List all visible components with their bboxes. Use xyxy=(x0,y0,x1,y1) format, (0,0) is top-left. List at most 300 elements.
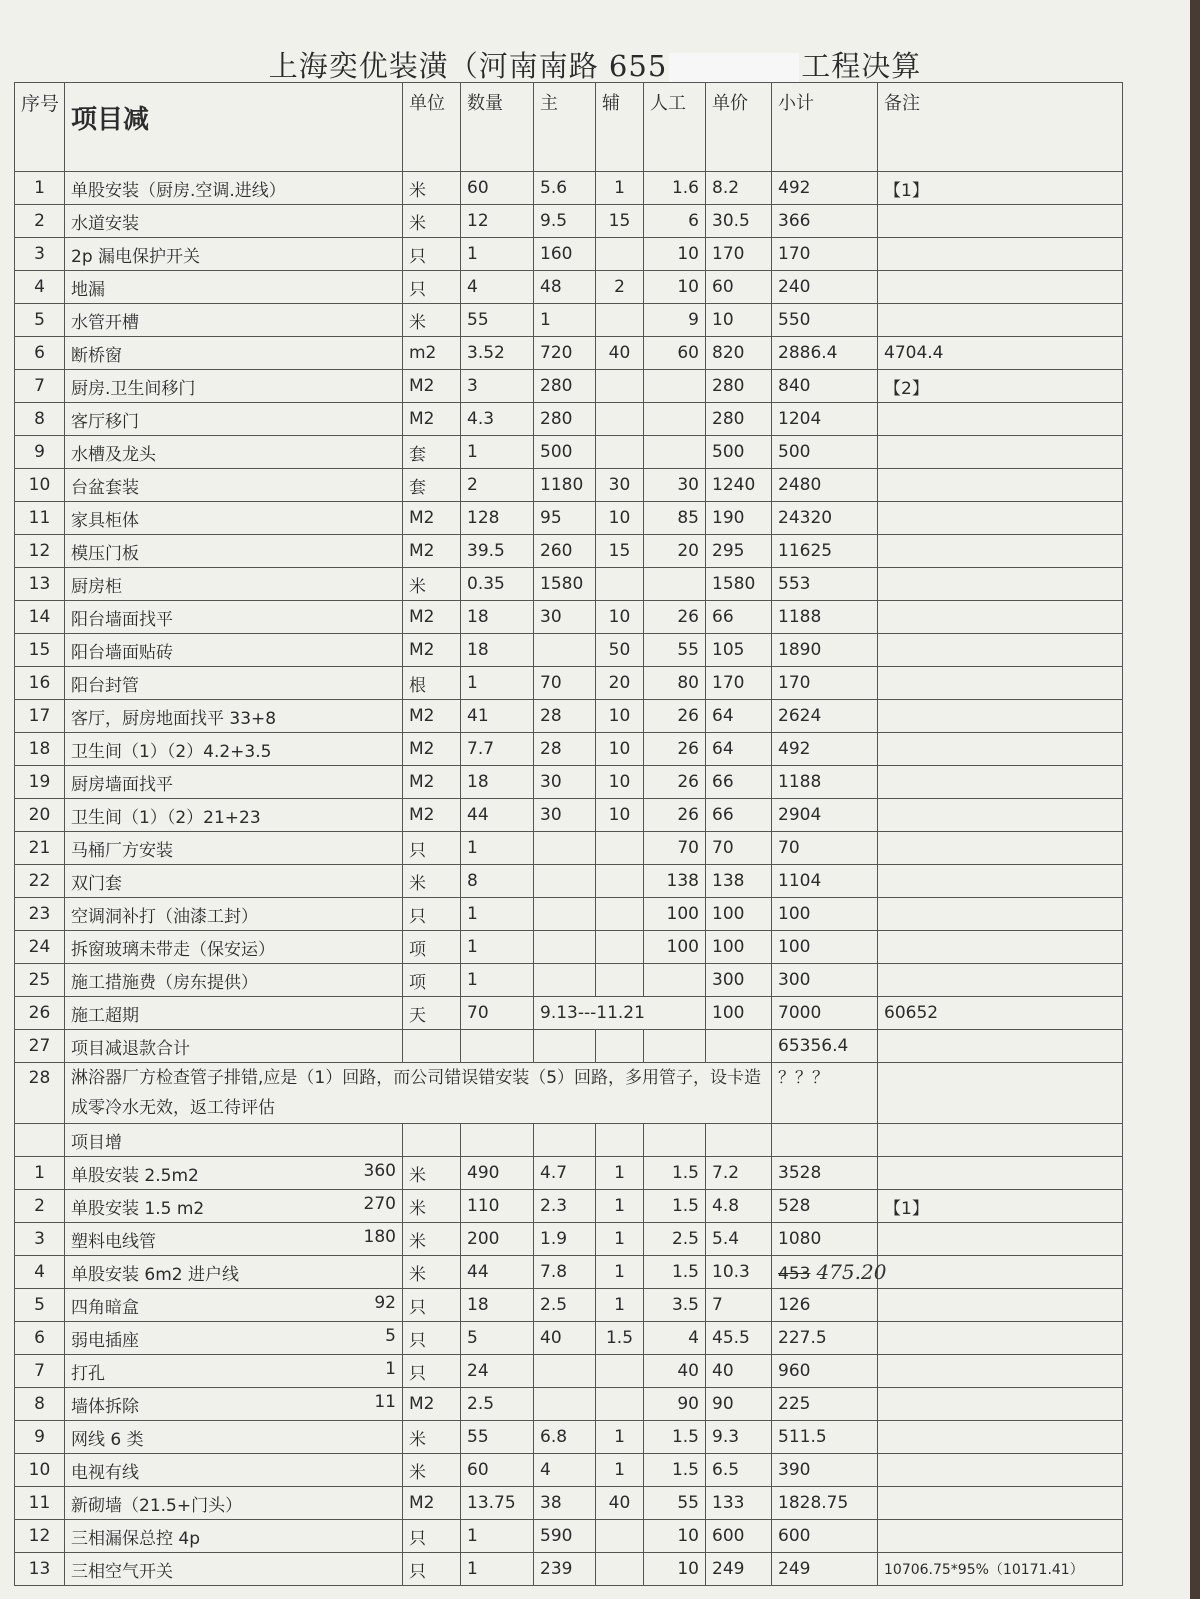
cell-unit: M2 xyxy=(403,370,461,403)
cell-main: 590 xyxy=(534,1520,596,1553)
cell-remark xyxy=(878,667,1123,700)
increase-row xyxy=(15,1355,1123,1388)
cell-remark xyxy=(878,799,1123,832)
cell-aux: 1.5 xyxy=(596,1322,644,1355)
note-subtotal: ？？？ xyxy=(772,1063,878,1124)
cell-item xyxy=(65,1553,403,1586)
cell-price: 100 xyxy=(706,898,772,931)
header-unit: 单位 xyxy=(403,83,461,172)
title-prefix: 上海奕优装潢（河南南路 655 xyxy=(268,49,668,83)
cell-item xyxy=(65,1520,403,1553)
cell-unit: 项 xyxy=(403,964,461,997)
cell-item-extra: 5 xyxy=(385,1325,396,1346)
cell-main: 5.6 xyxy=(534,172,596,205)
cell-price: 280 xyxy=(706,403,772,436)
cell-qty: 60 xyxy=(461,1454,534,1487)
cell-item-extra: 11 xyxy=(374,1391,396,1412)
header-row xyxy=(15,83,1123,172)
reduce-total-row xyxy=(15,1030,1123,1063)
reduce-row xyxy=(15,799,1123,832)
cell-qty: 4.3 xyxy=(461,403,534,436)
cell-seq: 11 xyxy=(15,1487,65,1520)
header-aux: 辅 xyxy=(596,83,644,172)
cell-subtotal-value: 390 xyxy=(778,1460,811,1480)
cell-unit: M2 xyxy=(403,403,461,436)
cell-seq: 12 xyxy=(15,1520,65,1553)
cell-subtotal-value: 511.5 xyxy=(778,1427,827,1447)
cell-item-label: 新砌墙（21.5+门头） xyxy=(71,1495,243,1516)
cell-unit: M2 xyxy=(403,502,461,535)
cell-subtotal: 2480 xyxy=(772,469,878,502)
cell-price: 1580 xyxy=(706,568,772,601)
cell-subtotal: 100 xyxy=(772,931,878,964)
cell-price: 100 xyxy=(706,997,772,1030)
cell-remark xyxy=(878,898,1123,931)
reduce-row xyxy=(15,568,1123,601)
cell-subtotal xyxy=(772,1157,878,1190)
cell-labor: 60 xyxy=(644,337,706,370)
cell-aux: 15 xyxy=(596,205,644,238)
cell-seq: 26 xyxy=(15,997,65,1030)
cell-subtotal-value: 225 xyxy=(778,1394,811,1414)
increase-row xyxy=(15,1454,1123,1487)
cell-item xyxy=(65,1256,403,1289)
cell-aux: 10 xyxy=(596,766,644,799)
cell-qty: 55 xyxy=(461,304,534,337)
cell-aux: 1 xyxy=(596,1223,644,1256)
cell-seq: 12 xyxy=(15,535,65,568)
cell-item xyxy=(65,1454,403,1487)
cell-remark xyxy=(878,1322,1123,1355)
cell-unit: M2 xyxy=(403,601,461,634)
increase-row xyxy=(15,1520,1123,1553)
cell-item: 地漏 xyxy=(65,271,403,304)
cell-price: 70 xyxy=(706,832,772,865)
cell-subtotal-value: 960 xyxy=(778,1361,811,1381)
cell-seq: 13 xyxy=(15,568,65,601)
cell-main: 4.7 xyxy=(534,1157,596,1190)
cell-aux xyxy=(596,964,644,997)
cell-unit: M2 xyxy=(403,733,461,766)
cell-item: 马桶厂方安装 xyxy=(65,832,403,865)
cell-qty: 1 xyxy=(461,238,534,271)
cell-main: 260 xyxy=(534,535,596,568)
cell-labor: 4 xyxy=(644,1322,706,1355)
cell-main: 48 xyxy=(534,271,596,304)
cell-aux xyxy=(596,1553,644,1586)
total-subtotal: 65356.4 xyxy=(772,1030,878,1063)
cell-qty: 3 xyxy=(461,370,534,403)
cell-item-label: 三相漏保总控 4p xyxy=(71,1528,201,1549)
cell-main: 30 xyxy=(534,601,596,634)
cell-price: 8.2 xyxy=(706,172,772,205)
reduce-row xyxy=(15,667,1123,700)
cell-unit: 米 xyxy=(403,865,461,898)
cell-subtotal: 1188 xyxy=(772,766,878,799)
cell-labor xyxy=(644,403,706,436)
cell-item xyxy=(65,1322,403,1355)
cell-price: 10.3 xyxy=(706,1256,772,1289)
cell-price: 6.5 xyxy=(706,1454,772,1487)
cell-subtotal: 1104 xyxy=(772,865,878,898)
cell-remark xyxy=(878,832,1123,865)
cell-main: 280 xyxy=(534,370,596,403)
cell-labor: 10 xyxy=(644,1520,706,1553)
cell-item: 卫生间（1）（2）4.2+3.5 xyxy=(65,733,403,766)
cell-unit: M2 xyxy=(403,766,461,799)
redacted-area xyxy=(669,53,799,83)
cell-aux xyxy=(596,931,644,964)
cell-seq: 25 xyxy=(15,964,65,997)
cell-remark xyxy=(878,601,1123,634)
cell-subtotal xyxy=(772,1553,878,1586)
cell-item-label: 打孔 xyxy=(71,1363,105,1384)
cell-item xyxy=(65,1157,403,1190)
cell-remark: 4704.4 xyxy=(878,337,1123,370)
cell-price: 105 xyxy=(706,634,772,667)
increase-row xyxy=(15,1322,1123,1355)
cell-item xyxy=(65,1289,403,1322)
reduce-row xyxy=(15,535,1123,568)
cell-item: 模压门板 xyxy=(65,535,403,568)
note-text: 淋浴器厂方检查管子排错,应是（1）回路，而公司错误错安装（5）回路，多用管子，设卡造成零冷水无效，返工待评估 xyxy=(65,1063,772,1124)
cell-subtotal-value: 528 xyxy=(778,1196,811,1216)
cell-qty: 18 xyxy=(461,1289,534,1322)
cell-seq: 17 xyxy=(15,700,65,733)
cell-item: 施工措施费（房东提供） xyxy=(65,964,403,997)
cell-qty: 55 xyxy=(461,1421,534,1454)
cell-unit: M2 xyxy=(403,700,461,733)
cell-aux: 1 xyxy=(596,1256,644,1289)
cell-seq: 15 xyxy=(15,634,65,667)
cell-remark xyxy=(878,205,1123,238)
cell-unit: 米 xyxy=(403,568,461,601)
cell-seq: 9 xyxy=(15,436,65,469)
cell-item-label: 墙体拆除 xyxy=(71,1396,139,1417)
cell-labor: 10 xyxy=(644,238,706,271)
cell-qty: 490 xyxy=(461,1157,534,1190)
cell-labor: 1.6 xyxy=(644,172,706,205)
cell-remark xyxy=(878,733,1123,766)
cell-main: 9.13---11.21 xyxy=(534,997,706,1030)
cell-remark xyxy=(878,1355,1123,1388)
cell-price: 66 xyxy=(706,799,772,832)
cell-item-extra: 180 xyxy=(363,1226,396,1247)
cell-main: 28 xyxy=(534,700,596,733)
cell-item xyxy=(65,1223,403,1256)
cell-unit: 米 xyxy=(403,1421,461,1454)
cell-main xyxy=(534,898,596,931)
cell-item-label: 单股安装 2.5m2 xyxy=(71,1165,199,1186)
cell-unit: 只 xyxy=(403,238,461,271)
cell-remark xyxy=(878,271,1123,304)
cell-subtotal: 1188 xyxy=(772,601,878,634)
cell-item: 卫生间（1）（2）21+23 xyxy=(65,799,403,832)
cell-item: 双门套 xyxy=(65,865,403,898)
cell-labor: 1.5 xyxy=(644,1421,706,1454)
cell-main: 38 xyxy=(534,1487,596,1520)
cell-price: 64 xyxy=(706,700,772,733)
cell-subtotal: 492 xyxy=(772,172,878,205)
cell-price: 10 xyxy=(706,304,772,337)
cell-aux: 2 xyxy=(596,271,644,304)
cell-aux xyxy=(596,1355,644,1388)
cell-main: 9.5 xyxy=(534,205,596,238)
cell-price: 5.4 xyxy=(706,1223,772,1256)
cell-aux xyxy=(596,898,644,931)
cell-subtotal-value: 3528 xyxy=(778,1163,822,1183)
cell-unit: 只 xyxy=(403,898,461,931)
cell-item-extra: 92 xyxy=(374,1292,396,1313)
cell-labor: 55 xyxy=(644,1487,706,1520)
cell-seq: 6 xyxy=(15,337,65,370)
increase-row xyxy=(15,1256,1123,1289)
increase-header-row xyxy=(15,1124,1123,1157)
cell-aux: 10 xyxy=(596,700,644,733)
cell-seq: 6 xyxy=(15,1322,65,1355)
cell-subtotal xyxy=(772,1190,878,1223)
cell-price: 170 xyxy=(706,667,772,700)
cell-qty: 18 xyxy=(461,634,534,667)
cell-labor: 90 xyxy=(644,1388,706,1421)
increase-row xyxy=(15,1421,1123,1454)
cell-remark xyxy=(878,436,1123,469)
increase-row xyxy=(15,1223,1123,1256)
increase-section xyxy=(15,1157,1123,1586)
cell-item-label: 塑料电线管 xyxy=(71,1231,156,1252)
cell-main: 1.9 xyxy=(534,1223,596,1256)
cell-item-label: 单股安装 1.5 m2 xyxy=(71,1198,205,1219)
cell-item: 拆窗玻璃未带走（保安运） xyxy=(65,931,403,964)
cell-seq: 3 xyxy=(15,238,65,271)
cell-seq: 2 xyxy=(15,205,65,238)
cell-item: 断桥窗 xyxy=(65,337,403,370)
cell-unit: 只 xyxy=(403,1553,461,1586)
cell-unit: 米 xyxy=(403,1223,461,1256)
cell-unit: 套 xyxy=(403,436,461,469)
cell-subtotal: 553 xyxy=(772,568,878,601)
cell-qty: 2.5 xyxy=(461,1388,534,1421)
cell-item: 2p 漏电保护开关 xyxy=(65,238,403,271)
cell-remark xyxy=(878,1520,1123,1553)
cell-qty: 1 xyxy=(461,931,534,964)
reduce-row xyxy=(15,205,1123,238)
cell-seq: 5 xyxy=(15,304,65,337)
reduce-row xyxy=(15,304,1123,337)
cell-main: 30 xyxy=(534,766,596,799)
cell-qty: 24 xyxy=(461,1355,534,1388)
cell-remark xyxy=(878,568,1123,601)
cell-aux xyxy=(596,1388,644,1421)
cell-unit: 天 xyxy=(403,997,461,1030)
cell-subtotal-value: 1080 xyxy=(778,1229,822,1249)
cell-main: 7.8 xyxy=(534,1256,596,1289)
cell-aux: 10 xyxy=(596,601,644,634)
cell-seq: 7 xyxy=(15,1355,65,1388)
cell-main xyxy=(534,931,596,964)
cell-labor: 9 xyxy=(644,304,706,337)
cell-main xyxy=(534,865,596,898)
cell-remark xyxy=(878,535,1123,568)
reduce-row xyxy=(15,403,1123,436)
cell-subtotal: 492 xyxy=(772,733,878,766)
cell-aux xyxy=(596,436,644,469)
cell-qty: 13.75 xyxy=(461,1487,534,1520)
header-qty: 数量 xyxy=(461,83,534,172)
cell-main xyxy=(534,634,596,667)
cell-remark xyxy=(878,502,1123,535)
cell-qty: 8 xyxy=(461,865,534,898)
note-row xyxy=(15,1063,1123,1124)
cell-qty: 1 xyxy=(461,1553,534,1586)
reduce-row xyxy=(15,931,1123,964)
cell-main: 40 xyxy=(534,1322,596,1355)
cell-labor: 1.5 xyxy=(644,1157,706,1190)
cell-labor xyxy=(644,568,706,601)
cell-subtotal: 70 xyxy=(772,832,878,865)
cell-main: 1180 xyxy=(534,469,596,502)
cell-item: 厨房.卫生间移门 xyxy=(65,370,403,403)
note-seq: 28 xyxy=(15,1063,65,1124)
cell-remark xyxy=(878,766,1123,799)
cell-labor: 1.5 xyxy=(644,1190,706,1223)
cell-labor: 2.5 xyxy=(644,1223,706,1256)
cell-seq: 23 xyxy=(15,898,65,931)
cell-price: 90 xyxy=(706,1388,772,1421)
cell-item-extra: 360 xyxy=(363,1160,396,1181)
cell-aux xyxy=(596,304,644,337)
cell-main: 1 xyxy=(534,304,596,337)
cell-seq: 5 xyxy=(15,1289,65,1322)
cell-labor: 1.5 xyxy=(644,1256,706,1289)
cell-unit: 米 xyxy=(403,205,461,238)
cell-subtotal-value: 1828.75 xyxy=(778,1493,849,1513)
cell-subtotal: 500 xyxy=(772,436,878,469)
cell-seq: 10 xyxy=(15,1454,65,1487)
cell-subtotal: 366 xyxy=(772,205,878,238)
cell-subtotal xyxy=(772,1520,878,1553)
cell-unit: 只 xyxy=(403,1289,461,1322)
cell-main xyxy=(534,832,596,865)
cell-qty: 200 xyxy=(461,1223,534,1256)
reduce-row xyxy=(15,700,1123,733)
cell-price: 40 xyxy=(706,1355,772,1388)
header-item-reduce: 项目减 xyxy=(65,83,403,172)
cell-aux: 20 xyxy=(596,667,644,700)
cell-aux: 1 xyxy=(596,172,644,205)
cell-qty: 110 xyxy=(461,1190,534,1223)
cell-subtotal xyxy=(772,1322,878,1355)
cell-item xyxy=(65,1421,403,1454)
cell-item: 水槽及龙头 xyxy=(65,436,403,469)
cell-aux: 10 xyxy=(596,502,644,535)
cell-aux xyxy=(596,865,644,898)
cell-price: 64 xyxy=(706,733,772,766)
cell-item: 空调洞补打（油漆工封） xyxy=(65,898,403,931)
cell-seq: 10 xyxy=(15,469,65,502)
header-seq: 序号 xyxy=(15,83,65,172)
cell-seq: 1 xyxy=(15,1157,65,1190)
cell-remark xyxy=(878,238,1123,271)
increase-row xyxy=(15,1157,1123,1190)
cell-seq: 4 xyxy=(15,271,65,304)
cell-item: 水道安装 xyxy=(65,205,403,238)
cell-remark xyxy=(878,931,1123,964)
cell-item xyxy=(65,1190,403,1223)
cell-seq: 4 xyxy=(15,1256,65,1289)
cell-subtotal xyxy=(772,1289,878,1322)
cell-main: 500 xyxy=(534,436,596,469)
cell-unit: 只 xyxy=(403,1355,461,1388)
cell-unit: 根 xyxy=(403,667,461,700)
cell-remark xyxy=(878,1289,1123,1322)
reduce-row xyxy=(15,172,1123,205)
cell-seq: 2 xyxy=(15,1190,65,1223)
cell-unit: M2 xyxy=(403,799,461,832)
cell-price: 1240 xyxy=(706,469,772,502)
cell-main: 4 xyxy=(534,1454,596,1487)
increase-row xyxy=(15,1388,1123,1421)
cell-qty: 60 xyxy=(461,172,534,205)
cell-unit: 只 xyxy=(403,1520,461,1553)
cell-item: 台盆套装 xyxy=(65,469,403,502)
cell-aux: 1 xyxy=(596,1289,644,1322)
cell-subtotal-value: 249 xyxy=(778,1559,811,1579)
reduce-row xyxy=(15,832,1123,865)
cell-aux: 10 xyxy=(596,733,644,766)
cell-unit: 套 xyxy=(403,469,461,502)
cell-price: 30.5 xyxy=(706,205,772,238)
cell-item xyxy=(65,1487,403,1520)
cell-main: 280 xyxy=(534,403,596,436)
cell-labor: 26 xyxy=(644,700,706,733)
cell-labor: 100 xyxy=(644,931,706,964)
cell-item xyxy=(65,1388,403,1421)
cell-price: 600 xyxy=(706,1520,772,1553)
cell-labor: 85 xyxy=(644,502,706,535)
cell-labor: 80 xyxy=(644,667,706,700)
cell-subtotal: 300 xyxy=(772,964,878,997)
total-seq: 27 xyxy=(15,1030,65,1063)
cell-qty: 1 xyxy=(461,667,534,700)
cell-item-label: 单股安装 6m2 进户线 xyxy=(71,1264,239,1285)
cell-main: 1580 xyxy=(534,568,596,601)
cell-qty: 41 xyxy=(461,700,534,733)
cell-aux: 40 xyxy=(596,1487,644,1520)
cell-labor: 26 xyxy=(644,601,706,634)
cell-labor: 26 xyxy=(644,766,706,799)
cell-unit: m2 xyxy=(403,337,461,370)
cell-remark xyxy=(878,469,1123,502)
cell-subtotal-value: 126 xyxy=(778,1295,811,1315)
cell-labor: 6 xyxy=(644,205,706,238)
cell-unit: M2 xyxy=(403,535,461,568)
cell-unit: 只 xyxy=(403,832,461,865)
cell-unit: M2 xyxy=(403,634,461,667)
cell-price: 295 xyxy=(706,535,772,568)
cell-unit: 米 xyxy=(403,1256,461,1289)
cell-aux xyxy=(596,370,644,403)
cell-price: 60 xyxy=(706,271,772,304)
cell-item: 厨房墙面找平 xyxy=(65,766,403,799)
cell-item: 施工超期 xyxy=(65,997,403,1030)
cell-seq: 9 xyxy=(15,1421,65,1454)
increase-row xyxy=(15,1553,1123,1586)
header-main: 主 xyxy=(534,83,596,172)
header-remark: 备注 xyxy=(878,83,1123,172)
cell-qty: 0.35 xyxy=(461,568,534,601)
cell-qty: 4 xyxy=(461,271,534,304)
